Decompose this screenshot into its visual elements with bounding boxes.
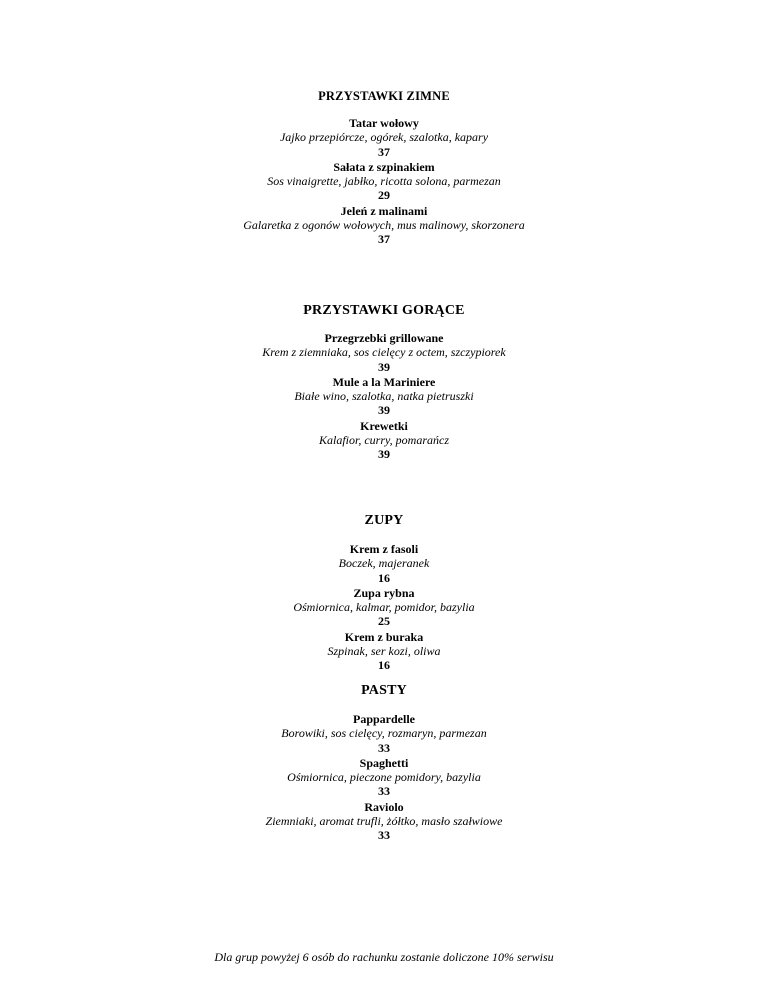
item-name: Zupa rybna xyxy=(353,585,415,600)
item-description: Jajko przepiórcze, ogórek, szalotka, kapary xyxy=(279,130,489,145)
item-name: Pappardelle xyxy=(353,712,415,726)
item-name: Przegrzebki grillowane xyxy=(324,331,444,345)
item-description: Kalafior, curry, pomarańcz xyxy=(318,433,449,448)
section-title: PASTY xyxy=(361,683,407,698)
item-name: Jeleń z malinami xyxy=(340,203,428,218)
item-price: 33 xyxy=(378,740,390,755)
section-title: PRZYSTAWKI GORĄCE xyxy=(303,303,465,318)
item-name: Krem z fasoli xyxy=(349,542,419,556)
section-cold-starters xyxy=(0,88,768,248)
item-name: Sałata z szpinakiem xyxy=(333,159,435,174)
item-description: Boczek, majeranek xyxy=(338,556,430,571)
item-price: 25 xyxy=(378,614,390,629)
section-hot-starters xyxy=(0,303,768,463)
item-price: 16 xyxy=(378,658,390,673)
menu-item xyxy=(0,116,768,159)
item-description: Białe wino, szalotka, natka pietruszki xyxy=(294,389,474,404)
menu-item-list xyxy=(0,116,768,247)
item-description: Sos vinaigrette, jabłko, ricotta solona, parmezan xyxy=(267,174,501,189)
section-title: ZUPY xyxy=(364,513,404,528)
item-price: 39 xyxy=(378,403,390,418)
section-soups xyxy=(0,513,768,674)
item-description: Ośmiornica, kalmar, pomidor, bazylia xyxy=(293,600,475,615)
item-price: 33 xyxy=(378,784,390,799)
item-price: 37 xyxy=(378,232,390,247)
item-price: 16 xyxy=(378,570,390,585)
item-description: Borowiki, sos cielęcy, rozmaryn, parmezan xyxy=(281,726,487,741)
item-name: Mule a la Mariniere xyxy=(332,374,436,389)
menu-item xyxy=(0,160,768,203)
menu-item-list xyxy=(0,542,768,673)
item-name: Spaghetti xyxy=(359,755,409,770)
menu-item-list xyxy=(0,331,768,462)
item-price: 39 xyxy=(378,359,390,374)
menu-item xyxy=(0,204,768,247)
item-price: 39 xyxy=(378,447,390,462)
section-pasta xyxy=(0,683,768,844)
menu-item xyxy=(0,630,768,673)
menu-item xyxy=(0,331,768,374)
menu-item-list xyxy=(0,712,768,843)
service-charge-note: Dla grup powyżej 6 osób do rachunku zostanie doliczone 10% serwisu xyxy=(214,950,554,964)
menu-item xyxy=(0,756,768,799)
section-title: PRZYSTAWKI ZIMNE xyxy=(318,89,450,103)
item-price: 37 xyxy=(378,144,390,159)
menu-item xyxy=(0,712,768,755)
item-price: 29 xyxy=(378,188,390,203)
menu-item xyxy=(0,800,768,843)
menu-item xyxy=(0,542,768,585)
item-name: Krem z buraka xyxy=(344,629,424,644)
item-description: Ziemniaki, aromat trufli, żółtko, masło szałwiowe xyxy=(265,814,503,829)
item-name: Krewetki xyxy=(360,418,408,433)
item-price: 33 xyxy=(378,828,390,843)
item-description: Szpinak, ser kozi, oliwa xyxy=(327,644,441,659)
item-description: Ośmiornica, pieczone pomidory, bazylia xyxy=(287,770,481,785)
item-name: Raviolo xyxy=(364,799,404,814)
menu-item xyxy=(0,419,768,462)
menu-item xyxy=(0,375,768,418)
item-description: Galaretka z ogonów wołowych, mus malinowy, skorzonera xyxy=(243,218,525,233)
item-name: Tatar wołowy xyxy=(349,116,419,130)
item-description: Krem z ziemniaka, sos cielęcy z octem, szczypiorek xyxy=(262,345,506,360)
menu-item xyxy=(0,586,768,629)
